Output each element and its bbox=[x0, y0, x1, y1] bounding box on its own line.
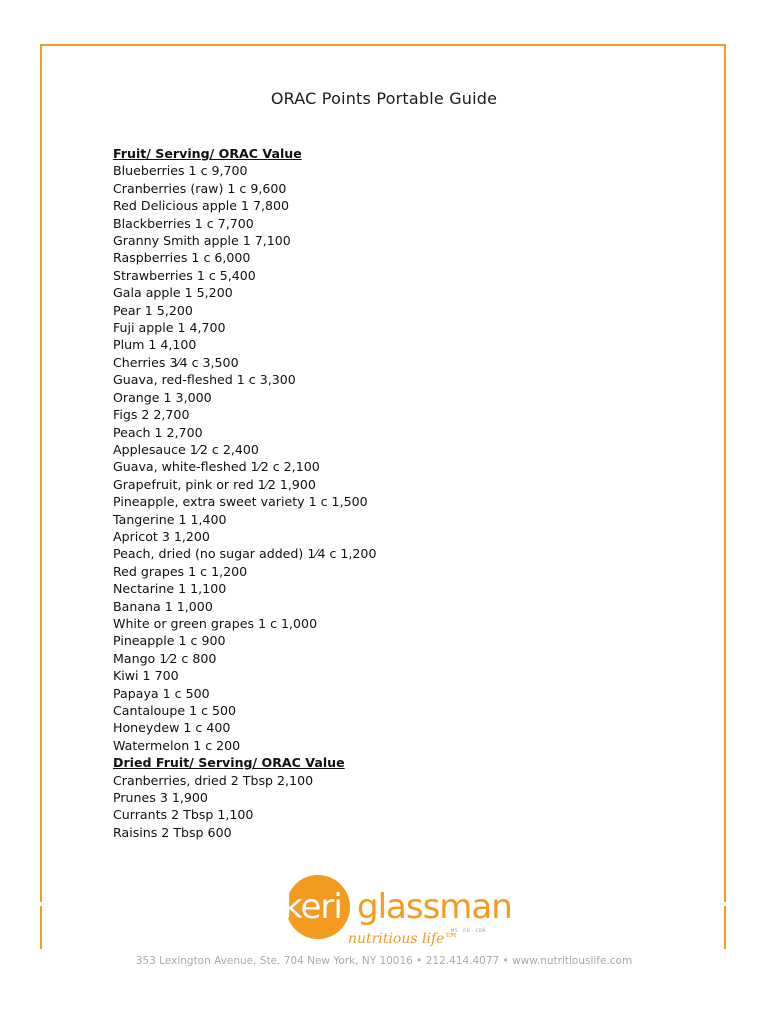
logo-glassman-text: glassman bbox=[357, 887, 512, 927]
list-item: Peach, dried (no sugar added) 1⁄4 c 1,200 bbox=[113, 546, 377, 562]
list-item: Pineapple, extra sweet variety 1 c 1,500 bbox=[113, 494, 368, 510]
list-item: Plum 1 4,100 bbox=[113, 337, 197, 353]
list-item: Pear 1 5,200 bbox=[113, 302, 193, 318]
list-item: Guava, white-fleshed 1⁄2 c 2,100 bbox=[113, 459, 320, 475]
list-item: Strawberries 1 c 5,400 bbox=[113, 267, 256, 283]
list-item: Apricot 3 1,200 bbox=[113, 528, 210, 544]
dried-fruit-list bbox=[113, 772, 376, 842]
list-item: Currants 2 Tbsp 1,100 bbox=[113, 807, 254, 823]
list-item: Granny Smith apple 1 7,100 bbox=[113, 233, 291, 249]
list-item: Honeydew 1 c 400 bbox=[113, 720, 231, 736]
list-item: White or green grapes 1 c 1,000 bbox=[113, 615, 318, 631]
list-item: Blueberries 1 c 9,700 bbox=[113, 163, 248, 179]
list-item: Papaya 1 c 500 bbox=[113, 685, 210, 701]
list-item: Raisins 2 Tbsp 600 bbox=[113, 824, 232, 840]
list-item: Figs 2 2,700 bbox=[113, 407, 190, 423]
logo-tagline: nutritious life™ bbox=[348, 931, 459, 947]
list-item: Cranberries (raw) 1 c 9,600 bbox=[113, 180, 287, 196]
list-item: Mango 1⁄2 c 800 bbox=[113, 650, 217, 666]
list-item: Raspberries 1 c 6,000 bbox=[113, 250, 251, 266]
list-item: Blackberries 1 c 7,700 bbox=[113, 215, 254, 231]
border-gap-right bbox=[478, 902, 738, 906]
list-item: Banana 1 1,000 bbox=[113, 598, 213, 614]
list-item: Peach 1 2,700 bbox=[113, 424, 203, 440]
list-item: Fuji apple 1 4,700 bbox=[113, 320, 226, 336]
fruit-heading: Fruit/ Serving/ ORAC Value bbox=[113, 146, 302, 161]
list-item: Red grapes 1 c 1,200 bbox=[113, 563, 248, 579]
list-item: Guava, red-fleshed 1 c 3,300 bbox=[113, 372, 296, 388]
list-item: Prunes 3 1,900 bbox=[113, 790, 208, 806]
footer-address: 353 Lexington Avenue, Ste. 704 New York, NY 10016 • 212.414.4077 • www.nutritiouslife.com bbox=[135, 955, 633, 967]
list-item: Watermelon 1 c 200 bbox=[113, 737, 241, 753]
list-item: Cantaloupe 1 c 500 bbox=[113, 703, 237, 718]
list-item: Applesauce 1⁄2 c 2,400 bbox=[113, 441, 259, 457]
keri-glassman-logo bbox=[278, 875, 512, 955]
logo-keri-text: keri bbox=[283, 887, 342, 927]
list-item: Orange 1 3,000 bbox=[113, 389, 212, 405]
list-item: Cherries 3⁄4 c 3,500 bbox=[113, 354, 239, 370]
page-title: ORAC Points Portable Guide bbox=[270, 89, 498, 108]
border-gap-left bbox=[30, 902, 290, 906]
list-item: Gala apple 1 5,200 bbox=[113, 285, 233, 301]
fruit-list bbox=[113, 162, 376, 754]
list-item: Grapefruit, pink or red 1⁄2 1,900 bbox=[113, 476, 316, 492]
logo-credentials: MS · RD · CDN bbox=[451, 928, 486, 933]
list-item: Red Delicious apple 1 7,800 bbox=[113, 198, 290, 214]
list-item: Cranberries, dried 2 Tbsp 2,100 bbox=[113, 772, 314, 788]
list-item: Pineapple 1 c 900 bbox=[113, 633, 226, 649]
list-item: Tangerine 1 1,400 bbox=[113, 511, 227, 527]
list-item: Kiwi 1 700 bbox=[113, 668, 179, 684]
dried-fruit-heading: Dried Fruit/ Serving/ ORAC Value bbox=[113, 755, 345, 771]
list-item: Nectarine 1 1,100 bbox=[113, 581, 227, 597]
orac-list bbox=[113, 145, 376, 841]
